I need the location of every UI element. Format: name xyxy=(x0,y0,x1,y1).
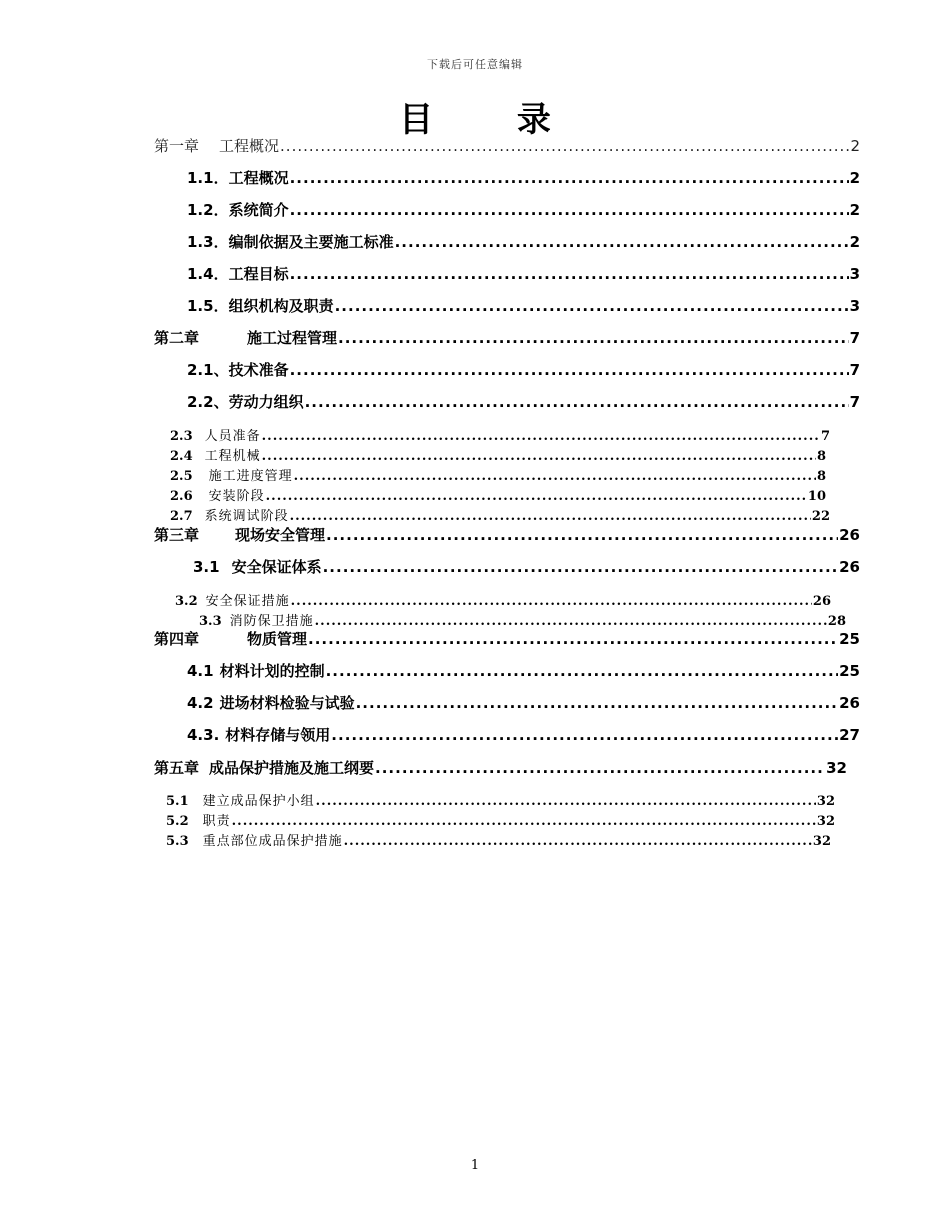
toc-entry-1-2[interactable] xyxy=(187,199,860,220)
toc-entry-page: 7 xyxy=(820,429,830,444)
dot-leader xyxy=(335,297,849,315)
toc-entry-text: 系统调试阶段 xyxy=(204,509,289,524)
toc-entry-page: 10 xyxy=(807,489,826,504)
dot-leader xyxy=(290,265,849,283)
toc-entry-number: 1.2． xyxy=(187,201,229,219)
toc-entry-chapter-1[interactable] xyxy=(154,135,860,156)
toc-entry-page: 32 xyxy=(826,759,847,777)
dot-leader xyxy=(331,726,838,744)
dot-leader xyxy=(315,614,827,629)
toc-entry-2-2[interactable] xyxy=(187,391,860,412)
toc-entry-5-1[interactable] xyxy=(166,790,835,809)
toc-entry-page: 8 xyxy=(816,449,826,464)
toc-entry-text: 重点部位成品保护措施 xyxy=(202,834,343,849)
toc-entry-number: 第四章 xyxy=(154,630,200,648)
toc-entry-2-7[interactable] xyxy=(170,505,830,524)
toc-entry-chapter-2[interactable] xyxy=(154,327,860,348)
toc-entry-text: 成品保护措施及施工纲要 xyxy=(209,759,375,777)
toc-entry-2-6[interactable] xyxy=(170,485,826,504)
toc-entry-number: 1.1． xyxy=(187,169,229,187)
toc-entry-text: 安全保证措施 xyxy=(205,594,290,609)
dot-leader xyxy=(356,694,839,712)
toc-entry-number: 3.3 xyxy=(199,614,222,629)
toc-entry-1-1[interactable] xyxy=(187,167,860,188)
page-header-note: 下载后可任意编辑 xyxy=(427,58,523,71)
toc-entry-number: 2.1、 xyxy=(187,361,229,379)
toc-entry-4-2[interactable] xyxy=(187,692,860,713)
toc-entry-2-3[interactable] xyxy=(170,425,830,444)
dot-leader xyxy=(232,814,816,829)
dot-leader xyxy=(326,662,839,680)
toc-entry-page: 26 xyxy=(839,694,860,712)
dot-leader xyxy=(308,630,838,648)
toc-entry-page: 2 xyxy=(850,137,860,155)
toc-entry-number: 1.4． xyxy=(187,265,229,283)
toc-entry-page: 32 xyxy=(816,794,835,809)
toc-entry-page: 22 xyxy=(811,509,830,524)
toc-entry-number: 4.3. xyxy=(187,726,220,744)
toc-entry-text: 施工进度管理 xyxy=(208,469,293,484)
dot-leader xyxy=(262,449,816,464)
toc-entry-chapter-5[interactable] xyxy=(154,757,847,778)
toc-entry-number: 2.2、 xyxy=(187,393,229,411)
toc-entry-page: 3 xyxy=(849,265,860,283)
toc-entry-4-3[interactable] xyxy=(187,724,860,745)
toc-entry-page: 7 xyxy=(849,361,860,379)
toc-entry-number: 第三章 xyxy=(154,526,200,544)
dot-leader xyxy=(280,137,849,155)
toc-entry-text: 安全保证体系 xyxy=(231,558,322,576)
toc-entry-1-5[interactable] xyxy=(187,295,860,316)
dot-leader xyxy=(344,834,812,849)
toc-entry-1-4[interactable] xyxy=(187,263,860,284)
toc-entry-text: 工程机械 xyxy=(204,449,261,464)
dot-leader xyxy=(375,759,825,777)
toc-entry-page: 25 xyxy=(839,662,860,680)
dot-leader xyxy=(262,429,820,444)
toc-entry-number: 4.1 xyxy=(187,662,214,680)
toc-entry-text: 材料存储与领用 xyxy=(225,726,331,744)
toc-entry-number: 2.5 xyxy=(170,469,193,484)
toc-entry-text: 工程概况 xyxy=(228,169,289,187)
toc-entry-text: 建立成品保护小组 xyxy=(202,794,315,809)
toc-entry-5-3[interactable] xyxy=(166,830,831,849)
dot-leader xyxy=(395,233,849,251)
toc-entry-number: 2.7 xyxy=(170,509,193,524)
toc-entry-text: 组织机构及职责 xyxy=(228,297,334,315)
toc-entry-number: 3.1 xyxy=(193,558,220,576)
toc-entry-text: 人员准备 xyxy=(204,429,261,444)
toc-entry-number: 2.6 xyxy=(170,489,193,504)
toc-entry-number: 1.5． xyxy=(187,297,229,315)
dot-leader xyxy=(291,594,812,609)
toc-entry-1-3[interactable] xyxy=(187,231,860,252)
dot-leader xyxy=(290,509,811,524)
toc-entry-number: 5.3 xyxy=(166,834,189,849)
dot-leader xyxy=(290,361,849,379)
toc-entry-text: 技术准备 xyxy=(228,361,289,379)
toc-entry-text: 劳动力组织 xyxy=(228,393,304,411)
dot-leader xyxy=(305,393,849,411)
toc-entry-2-1[interactable] xyxy=(187,359,860,380)
toc-entry-number: 5.2 xyxy=(166,814,189,829)
toc-entry-number: 第二章 xyxy=(154,329,200,347)
toc-entry-text: 安装阶段 xyxy=(208,489,265,504)
toc-entry-4-1[interactable] xyxy=(187,660,860,681)
toc-entry-text: 施工过程管理 xyxy=(247,329,338,347)
toc-entry-chapter-3[interactable] xyxy=(154,524,860,545)
dot-leader xyxy=(290,169,849,187)
toc-entry-text: 进场材料检验与试验 xyxy=(219,694,355,712)
toc-entry-2-5[interactable] xyxy=(170,465,826,484)
toc-entry-page: 27 xyxy=(839,726,860,744)
toc-entry-text: 系统简介 xyxy=(228,201,289,219)
toc-entry-3-1[interactable] xyxy=(193,556,860,577)
toc-entry-page: 3 xyxy=(849,297,860,315)
toc-entry-3-3[interactable] xyxy=(199,610,846,629)
toc-entry-chapter-4[interactable] xyxy=(154,628,860,649)
toc-entry-text: 材料计划的控制 xyxy=(219,662,325,680)
toc-entry-number: 3.2 xyxy=(175,594,198,609)
toc-entry-number: 5.1 xyxy=(166,794,189,809)
toc-entry-text: 现场安全管理 xyxy=(235,526,326,544)
toc-entry-text: 职责 xyxy=(202,814,231,829)
toc-entry-number: 第一章 xyxy=(154,137,200,155)
dot-leader xyxy=(294,469,816,484)
toc-entry-page: 32 xyxy=(816,814,835,829)
toc-entry-page: 8 xyxy=(816,469,826,484)
toc-entry-text: 物质管理 xyxy=(247,630,308,648)
toc-entry-number: 第五章 xyxy=(154,759,200,777)
dot-leader xyxy=(326,526,838,544)
toc-entry-page: 26 xyxy=(839,558,860,576)
toc-entry-page: 26 xyxy=(812,594,831,609)
toc-entry-5-2[interactable] xyxy=(166,810,835,829)
toc-entry-2-4[interactable] xyxy=(170,445,826,464)
toc-title: 目 录 xyxy=(399,100,587,140)
toc-entry-page: 2 xyxy=(849,233,860,251)
toc-entry-page: 7 xyxy=(849,393,860,411)
toc-entry-text: 编制依据及主要施工标准 xyxy=(228,233,394,251)
toc-entry-page: 7 xyxy=(849,329,860,347)
dot-leader xyxy=(338,329,849,347)
toc-entry-page: 2 xyxy=(849,201,860,219)
toc-entry-number: 2.3 xyxy=(170,429,193,444)
toc-entry-text: 消防保卫措施 xyxy=(229,614,314,629)
dot-leader xyxy=(266,489,807,504)
toc-entry-page: 28 xyxy=(827,614,846,629)
toc-entry-page: 25 xyxy=(839,630,860,648)
dot-leader xyxy=(290,201,849,219)
dot-leader xyxy=(316,794,816,809)
page-number: 1 xyxy=(470,1158,480,1173)
toc-entry-text: 工程目标 xyxy=(228,265,289,283)
toc-entry-page: 32 xyxy=(812,834,831,849)
toc-entry-page: 2 xyxy=(849,169,860,187)
toc-entry-number: 1.3． xyxy=(187,233,229,251)
toc-entry-text: 工程概况 xyxy=(219,137,280,155)
toc-entry-3-2[interactable] xyxy=(175,590,831,609)
toc-entry-number: 2.4 xyxy=(170,449,193,464)
toc-entry-page: 26 xyxy=(839,526,860,544)
toc-entry-number: 4.2 xyxy=(187,694,214,712)
dot-leader xyxy=(323,558,839,576)
